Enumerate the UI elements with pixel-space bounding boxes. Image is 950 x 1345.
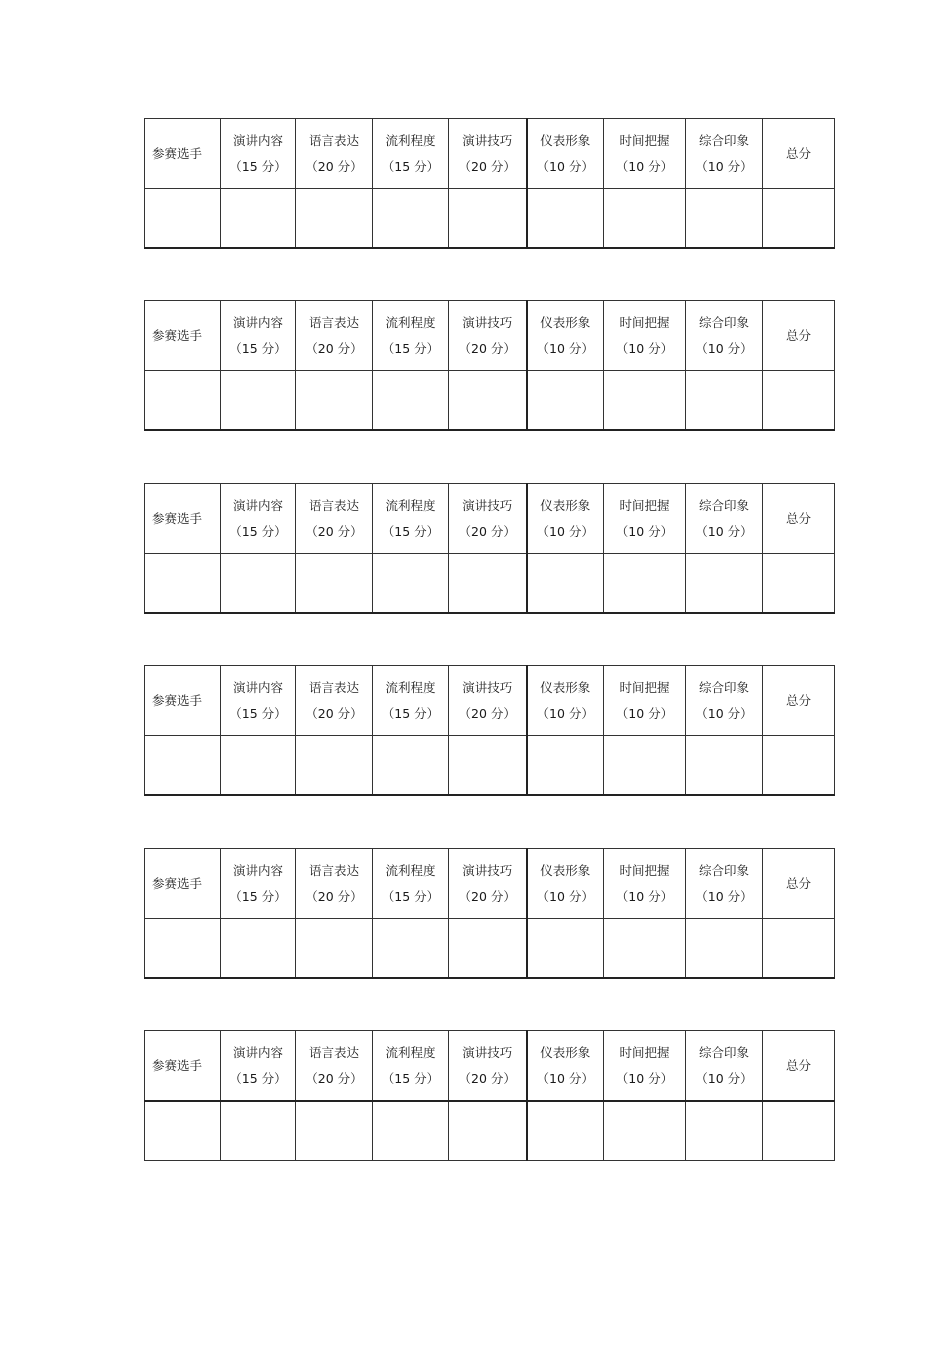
header-player-cell xyxy=(145,1031,221,1102)
header-criterion-cell xyxy=(373,484,449,554)
header-criterion-cell xyxy=(449,1031,527,1102)
header-criterion-cell xyxy=(221,849,296,919)
criterion-name: 演讲技巧 xyxy=(462,132,513,148)
header-criterion-cell xyxy=(449,119,527,189)
header-criterion-cell xyxy=(686,119,763,189)
header-criterion-cell xyxy=(373,1031,449,1102)
criterion-points: （20 分） xyxy=(305,523,363,539)
criterion-points: （10 分） xyxy=(695,705,753,721)
header-criterion-cell xyxy=(686,484,763,554)
header-criterion-cell xyxy=(221,119,296,189)
player-entry-cell[interactable] xyxy=(145,189,221,249)
score-entry-cell[interactable] xyxy=(221,919,296,979)
score-table xyxy=(144,848,835,979)
criterion-points: （15 分） xyxy=(229,158,287,174)
score-entry-cell[interactable] xyxy=(221,736,296,796)
criterion-name: 综合印象 xyxy=(698,862,749,878)
player-entry-cell[interactable] xyxy=(145,919,221,979)
score-entry-cell[interactable] xyxy=(686,1101,763,1161)
criterion-name: 语言表达 xyxy=(308,1044,359,1060)
header-total-cell xyxy=(763,484,835,554)
criterion-name: 演讲技巧 xyxy=(462,497,513,513)
entry-row xyxy=(145,189,835,249)
score-entry-cell[interactable] xyxy=(604,919,686,979)
score-entry-cell[interactable] xyxy=(296,371,373,431)
header-criterion-cell xyxy=(527,484,604,554)
total-label: 总分 xyxy=(785,510,811,526)
criterion-name: 综合印象 xyxy=(698,132,749,148)
criterion-name: 演讲内容 xyxy=(232,132,283,148)
player-label: 参赛选手 xyxy=(152,327,203,343)
header-criterion-cell xyxy=(296,1031,373,1102)
header-criterion-cell xyxy=(449,666,527,736)
criterion-points: （10 分） xyxy=(615,888,674,904)
score-entry-cell[interactable] xyxy=(604,371,686,431)
player-entry-cell[interactable] xyxy=(145,371,221,431)
header-criterion-cell xyxy=(296,484,373,554)
criterion-name: 流利程度 xyxy=(385,1044,436,1060)
criterion-name: 演讲技巧 xyxy=(462,314,513,330)
header-player-cell xyxy=(145,484,221,554)
header-criterion-cell xyxy=(373,849,449,919)
criterion-points: （10 分） xyxy=(695,888,753,904)
header-total-cell xyxy=(763,1031,835,1102)
criterion-points: （10 分） xyxy=(536,1070,594,1086)
criterion-points: （10 分） xyxy=(536,888,594,904)
score-entry-cell[interactable] xyxy=(296,189,373,249)
player-label: 参赛选手 xyxy=(152,145,203,161)
criterion-name: 仪表形象 xyxy=(540,679,591,695)
criterion-points: （20 分） xyxy=(305,340,363,356)
header-criterion-cell xyxy=(527,666,604,736)
score-entry-cell[interactable] xyxy=(604,1101,686,1161)
criterion-points: （15 分） xyxy=(229,1070,287,1086)
header-criterion-cell xyxy=(296,301,373,371)
criterion-name: 演讲技巧 xyxy=(462,679,513,695)
score-entry-cell[interactable] xyxy=(221,189,296,249)
header-total-cell xyxy=(763,119,835,189)
criterion-points: （10 分） xyxy=(695,523,753,539)
score-entry-cell[interactable] xyxy=(449,919,527,979)
header-criterion-cell xyxy=(221,484,296,554)
criterion-name: 语言表达 xyxy=(308,314,359,330)
criterion-points: （20 分） xyxy=(458,523,516,539)
player-label: 参赛选手 xyxy=(152,1057,203,1073)
criterion-name: 语言表达 xyxy=(308,679,359,695)
criterion-points: （15 分） xyxy=(229,705,287,721)
score-entry-cell[interactable] xyxy=(604,189,686,249)
criterion-points: （15 分） xyxy=(381,523,440,539)
score-entry-cell[interactable] xyxy=(686,919,763,979)
criterion-points: （20 分） xyxy=(458,1070,516,1086)
criterion-points: （20 分） xyxy=(458,158,516,174)
entry-row xyxy=(145,1101,835,1161)
criterion-name: 演讲技巧 xyxy=(462,862,513,878)
header-criterion-cell xyxy=(373,119,449,189)
header-row xyxy=(145,1031,835,1102)
score-entry-cell[interactable] xyxy=(604,554,686,614)
criterion-name: 时间把握 xyxy=(619,1044,670,1060)
criterion-points: （20 分） xyxy=(305,1070,363,1086)
score-entry-cell[interactable] xyxy=(296,554,373,614)
total-entry-cell[interactable] xyxy=(763,1101,835,1161)
score-entry-cell[interactable] xyxy=(296,1101,373,1161)
score-entry-cell[interactable] xyxy=(686,554,763,614)
criterion-name: 综合印象 xyxy=(698,1044,749,1060)
score-entry-cell[interactable] xyxy=(449,1101,527,1161)
header-player-cell xyxy=(145,119,221,189)
criterion-points: （10 分） xyxy=(615,1070,674,1086)
score-table xyxy=(144,118,835,249)
score-table xyxy=(144,300,835,431)
criterion-name: 仪表形象 xyxy=(540,862,591,878)
criterion-points: （20 分） xyxy=(458,705,516,721)
criterion-points: （10 分） xyxy=(695,340,753,356)
header-criterion-cell xyxy=(527,849,604,919)
score-entry-cell[interactable] xyxy=(449,554,527,614)
score-entry-cell[interactable] xyxy=(527,371,604,431)
score-entry-cell[interactable] xyxy=(604,736,686,796)
total-entry-cell[interactable] xyxy=(763,919,835,979)
header-criterion-cell xyxy=(296,119,373,189)
score-entry-cell[interactable] xyxy=(527,189,604,249)
criterion-points: （15 分） xyxy=(381,705,440,721)
header-criterion-cell xyxy=(527,301,604,371)
total-label: 总分 xyxy=(785,1057,811,1073)
criterion-name: 语言表达 xyxy=(308,497,359,513)
score-entry-cell[interactable] xyxy=(373,736,449,796)
score-entry-cell[interactable] xyxy=(373,189,449,249)
entry-row xyxy=(145,736,835,796)
score-entry-cell[interactable] xyxy=(221,554,296,614)
criterion-name: 演讲内容 xyxy=(232,497,283,513)
criterion-name: 演讲内容 xyxy=(232,862,283,878)
header-criterion-cell xyxy=(686,1031,763,1102)
header-criterion-cell xyxy=(604,301,686,371)
header-row xyxy=(145,301,835,371)
criterion-points: （15 分） xyxy=(229,888,287,904)
header-criterion-cell xyxy=(686,849,763,919)
criterion-name: 仪表形象 xyxy=(540,132,591,148)
criterion-points: （20 分） xyxy=(458,340,516,356)
header-row xyxy=(145,849,835,919)
header-criterion-cell xyxy=(527,119,604,189)
header-player-cell xyxy=(145,666,221,736)
criterion-points: （10 分） xyxy=(695,1070,753,1086)
criterion-points: （20 分） xyxy=(458,888,516,904)
criterion-points: （10 分） xyxy=(536,523,594,539)
criterion-name: 流利程度 xyxy=(385,862,436,878)
header-criterion-cell xyxy=(296,849,373,919)
total-label: 总分 xyxy=(785,327,811,343)
criterion-name: 时间把握 xyxy=(619,679,670,695)
entry-row xyxy=(145,371,835,431)
score-entry-cell[interactable] xyxy=(373,554,449,614)
header-criterion-cell xyxy=(604,484,686,554)
criterion-points: （15 分） xyxy=(381,158,440,174)
player-entry-cell[interactable] xyxy=(145,554,221,614)
criterion-name: 流利程度 xyxy=(385,497,436,513)
score-entry-cell[interactable] xyxy=(449,371,527,431)
criterion-points: （20 分） xyxy=(305,888,363,904)
header-criterion-cell xyxy=(296,666,373,736)
criterion-name: 综合印象 xyxy=(698,314,749,330)
score-table xyxy=(144,1030,835,1161)
player-label: 参赛选手 xyxy=(152,510,203,526)
score-entry-cell[interactable] xyxy=(686,371,763,431)
criterion-points: （10 分） xyxy=(615,158,674,174)
header-criterion-cell xyxy=(373,301,449,371)
criterion-name: 时间把握 xyxy=(619,132,670,148)
header-criterion-cell xyxy=(449,849,527,919)
criterion-name: 演讲内容 xyxy=(232,1044,283,1060)
criterion-points: （15 分） xyxy=(381,340,440,356)
score-entry-cell[interactable] xyxy=(686,736,763,796)
criterion-name: 演讲内容 xyxy=(232,679,283,695)
header-criterion-cell xyxy=(686,666,763,736)
criterion-name: 流利程度 xyxy=(385,679,436,695)
header-row xyxy=(145,666,835,736)
header-criterion-cell xyxy=(449,484,527,554)
criterion-name: 仪表形象 xyxy=(540,314,591,330)
header-criterion-cell xyxy=(604,1031,686,1102)
score-entry-cell[interactable] xyxy=(373,371,449,431)
criterion-name: 时间把握 xyxy=(619,497,670,513)
criterion-name: 综合印象 xyxy=(698,679,749,695)
criterion-name: 流利程度 xyxy=(385,132,436,148)
score-entry-cell[interactable] xyxy=(527,736,604,796)
header-total-cell xyxy=(763,849,835,919)
score-entry-cell[interactable] xyxy=(221,1101,296,1161)
header-criterion-cell xyxy=(221,301,296,371)
score-entry-cell[interactable] xyxy=(296,919,373,979)
criterion-points: （15 分） xyxy=(381,1070,440,1086)
entry-row xyxy=(145,554,835,614)
criterion-name: 时间把握 xyxy=(619,862,670,878)
criterion-points: （10 分） xyxy=(615,340,674,356)
criterion-points: （10 分） xyxy=(536,340,594,356)
total-entry-cell[interactable] xyxy=(763,554,835,614)
criterion-name: 演讲技巧 xyxy=(462,1044,513,1060)
header-criterion-cell xyxy=(221,1031,296,1102)
header-player-cell xyxy=(145,849,221,919)
header-criterion-cell xyxy=(604,119,686,189)
header-row xyxy=(145,119,835,189)
score-entry-cell[interactable] xyxy=(373,919,449,979)
player-entry-cell[interactable] xyxy=(145,1101,221,1161)
criterion-name: 流利程度 xyxy=(385,314,436,330)
criterion-name: 仪表形象 xyxy=(540,1044,591,1060)
criterion-points: （10 分） xyxy=(536,158,594,174)
criterion-points: （10 分） xyxy=(536,705,594,721)
criterion-name: 仪表形象 xyxy=(540,497,591,513)
header-row xyxy=(145,484,835,554)
score-entry-cell[interactable] xyxy=(449,736,527,796)
header-criterion-cell xyxy=(686,301,763,371)
header-criterion-cell xyxy=(221,666,296,736)
player-label: 参赛选手 xyxy=(152,692,203,708)
score-entry-cell[interactable] xyxy=(527,919,604,979)
criterion-name: 演讲内容 xyxy=(232,314,283,330)
player-label: 参赛选手 xyxy=(152,875,203,891)
criterion-points: （20 分） xyxy=(305,705,363,721)
score-table xyxy=(144,483,835,614)
criterion-points: （15 分） xyxy=(381,888,440,904)
header-criterion-cell xyxy=(604,666,686,736)
player-entry-cell[interactable] xyxy=(145,736,221,796)
score-entry-cell[interactable] xyxy=(527,1101,604,1161)
score-entry-cell[interactable] xyxy=(449,189,527,249)
header-criterion-cell xyxy=(449,301,527,371)
criterion-points: （15 分） xyxy=(229,340,287,356)
criterion-name: 语言表达 xyxy=(308,862,359,878)
score-entry-cell[interactable] xyxy=(296,736,373,796)
header-criterion-cell xyxy=(527,1031,604,1102)
total-entry-cell[interactable] xyxy=(763,371,835,431)
criterion-points: （10 分） xyxy=(615,523,674,539)
score-entry-cell[interactable] xyxy=(686,189,763,249)
criterion-name: 语言表达 xyxy=(308,132,359,148)
criterion-name: 时间把握 xyxy=(619,314,670,330)
criterion-name: 综合印象 xyxy=(698,497,749,513)
total-label: 总分 xyxy=(785,875,811,891)
total-label: 总分 xyxy=(785,692,811,708)
criterion-points: （10 分） xyxy=(695,158,753,174)
score-entry-cell[interactable] xyxy=(373,1101,449,1161)
score-entry-cell[interactable] xyxy=(221,371,296,431)
header-total-cell xyxy=(763,301,835,371)
entry-row xyxy=(145,919,835,979)
total-entry-cell[interactable] xyxy=(763,736,835,796)
criterion-points: （10 分） xyxy=(615,705,674,721)
criterion-points: （15 分） xyxy=(229,523,287,539)
header-total-cell xyxy=(763,666,835,736)
header-criterion-cell xyxy=(373,666,449,736)
score-entry-cell[interactable] xyxy=(527,554,604,614)
score-table xyxy=(144,665,835,796)
header-criterion-cell xyxy=(604,849,686,919)
header-player-cell xyxy=(145,301,221,371)
total-label: 总分 xyxy=(785,145,811,161)
criterion-points: （20 分） xyxy=(305,158,363,174)
total-entry-cell[interactable] xyxy=(763,189,835,249)
